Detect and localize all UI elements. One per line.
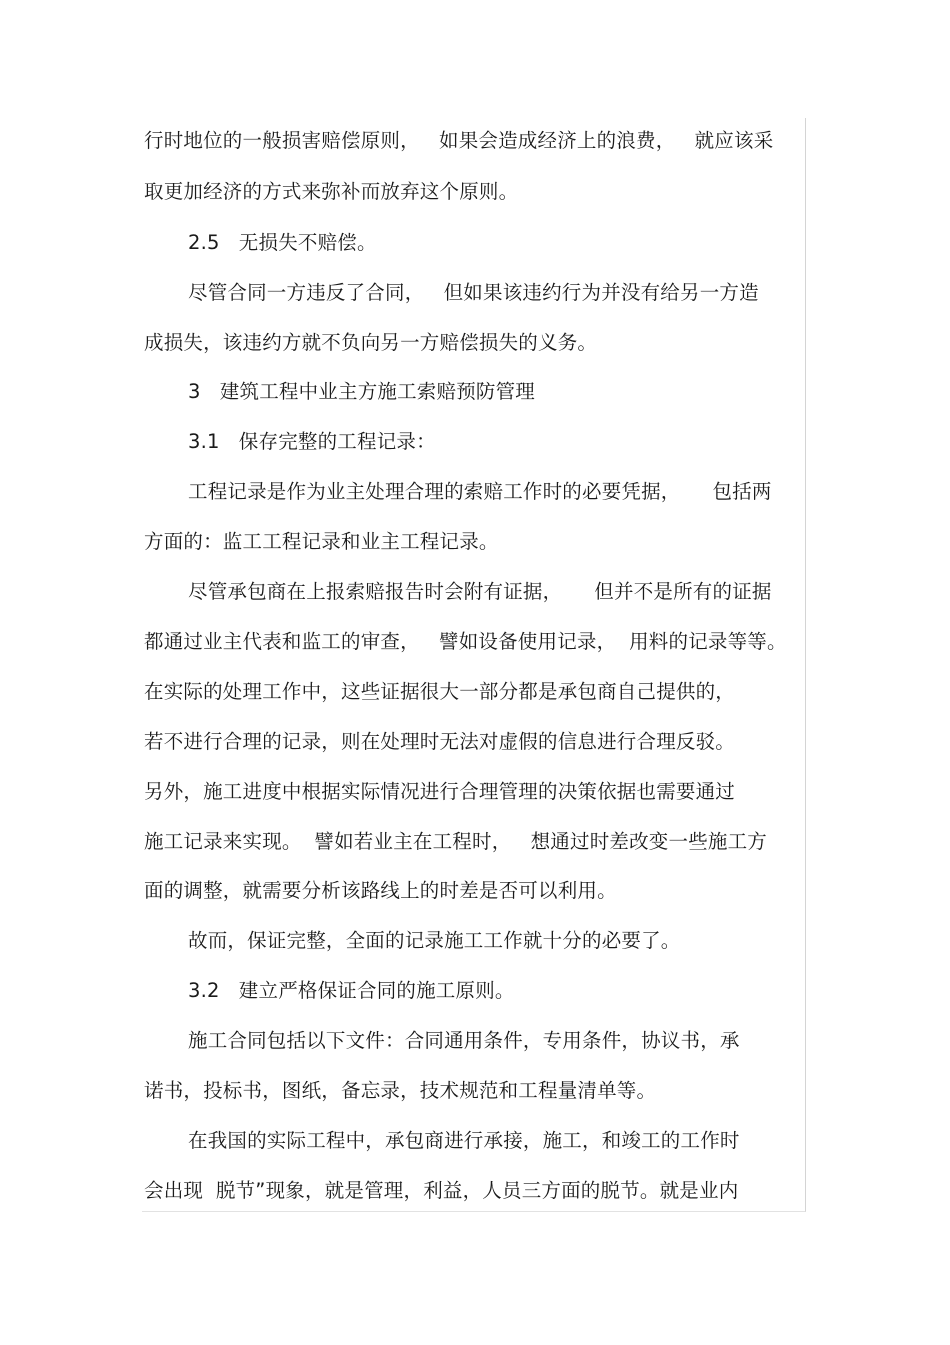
text-line: 面的调整，就需要分析该路线上的时差是否可以利用。 [144, 879, 617, 902]
text-line: 施工记录来实现。 譬如若业主在工程时， 想通过时差改变一些施工方 [144, 830, 767, 853]
text-line: 故而，保证完整，全面的记录施工工作就十分的必要了。 [188, 929, 681, 952]
text-line: 施工合同包括以下文件：合同通用条件，专用条件，协议书，承 [188, 1029, 740, 1052]
text-line: 取更加经济的方式来弥补而放弃这个原则。 [144, 180, 519, 203]
text-line: 都通过业主代表和监工的审查， 譬如设备使用记录， 用料的记录等等。 [144, 630, 787, 653]
section-heading-2-5: 2.5 无损失不赔偿。 [188, 231, 377, 254]
text-line: 工程记录是作为业主处理合理的索赔工作时的必要凭据， 包括两 [188, 480, 772, 503]
text-line: 尽管合同一方违反了合同， 但如果该违约行为并没有给另一方造 [188, 281, 759, 304]
text-line: 若不进行合理的记录，则在处理时无法对虚假的信息进行合理反驳。 [144, 730, 736, 753]
text-line: 在我国的实际工程中，承包商进行承接，施工，和竣工的工作时 [188, 1129, 740, 1152]
text-line: 会出现 脱节”现象，就是管理，利益，人员三方面的脱节。就是业内 [144, 1179, 739, 1202]
section-heading-3-1: 3.1 保存完整的工程记录： [188, 430, 436, 453]
text-line: 诺书，投标书，图纸，备忘录，技术规范和工程量清单等。 [144, 1079, 657, 1102]
text-line: 尽管承包商在上报索赔报告时会附有证据， 但并不是所有的证据 [188, 580, 772, 603]
section-heading-3: 3 建筑工程中业主方施工索赔预防管理 [188, 380, 536, 403]
section-heading-3-2: 3.2 建立严格保证合同的施工原则。 [188, 979, 515, 1002]
text-line: 在实际的处理工作中，这些证据很大一部分都是承包商自己提供的， [144, 680, 736, 703]
text-line: 另外，施工进度中根据实际情况进行合理管理的决策依据也需要通过 [144, 780, 736, 803]
text-line: 方面的：监工工程记录和业主工程记录。 [144, 530, 499, 553]
text-line: 成损失，该违约方就不负向另一方赔偿损失的义务。 [144, 331, 598, 354]
text-line: 行时地位的一般损害赔偿原则， 如果会造成经济上的浪费， 就应该采 [144, 129, 774, 152]
